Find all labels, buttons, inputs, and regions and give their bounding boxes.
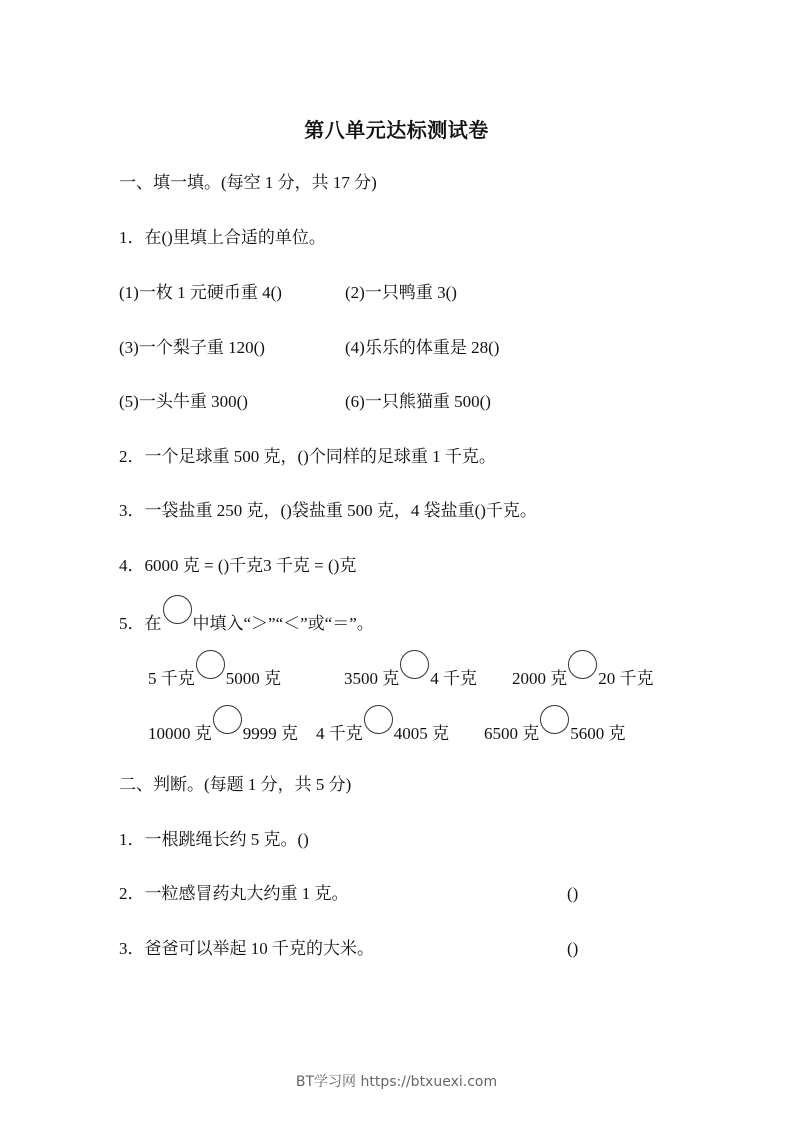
judge-answer-3[interactable]: () — [567, 939, 579, 958]
page-title: 第八单元达标测试卷 — [304, 118, 489, 142]
comparison-right: 9999 克 — [242, 724, 298, 743]
section1-heading: 一、填一填。(每空 1 分，共 17 分) — [119, 173, 377, 192]
comparison-right: 5600 克 — [570, 724, 626, 743]
q1-stem: 1．在()里填上合适的单位。 — [119, 228, 326, 247]
comparison-circle-input[interactable] — [540, 705, 569, 734]
comparison-circle-input[interactable] — [568, 650, 597, 679]
comparison-right: 5000 克 — [225, 669, 281, 688]
comparison-circle-input[interactable] — [196, 650, 225, 679]
comparison-circle-input[interactable] — [400, 650, 429, 679]
comparison-left: 2000 克 — [512, 669, 568, 688]
comparison-5 — [316, 723, 449, 745]
q5-stem — [119, 613, 374, 635]
judge-item-3: 3．爸爸可以举起 10 千克的大米。 — [119, 939, 374, 958]
comparison-left: 6500 克 — [484, 724, 540, 743]
q1-item-4: (4)乐乐的体重是 28() — [345, 338, 500, 357]
q1-row-1 — [119, 282, 282, 304]
footer-watermark: BT学习网 https://btxuexi.com — [295, 1074, 498, 1090]
comparison-circle-input[interactable] — [364, 705, 393, 734]
q5-stem-suffix: 中填入“＞”“＜”或“＝”。 — [192, 614, 374, 633]
q1-item-1: (1)一枚 1 元硬币重 4() — [119, 283, 282, 302]
comparison-right: 20 千克 — [598, 669, 654, 688]
q3: 3．一袋盐重 250 克，()袋盐重 500 克，4 袋盐重()千克。 — [119, 501, 537, 520]
q1-item-2: (2)一只鸭重 3() — [345, 283, 457, 302]
comparison-4 — [148, 723, 298, 745]
comparison-2 — [344, 668, 477, 690]
q5-stem-prefix: 5．在 — [119, 614, 162, 633]
comparison-left: 10000 克 — [148, 724, 212, 743]
q1-item-6: (6)一只熊猫重 500() — [345, 392, 491, 411]
judge-item-2: 2．一粒感冒药丸大约重 1 克。 — [119, 884, 349, 903]
comparison-left: 3500 克 — [344, 669, 400, 688]
comparison-left: 4 千克 — [316, 724, 363, 743]
circle-blank-icon — [163, 595, 192, 624]
section2-heading: 二、判断。(每题 1 分，共 5 分) — [119, 775, 352, 794]
judge-answer-2[interactable]: () — [567, 884, 579, 903]
q2: 2．一个足球重 500 克，()个同样的足球重 1 千克。 — [119, 447, 496, 466]
comparison-circle-input[interactable] — [213, 705, 242, 734]
comparison-right: 4005 克 — [393, 724, 449, 743]
comparison-6 — [484, 723, 626, 745]
judge-item-1: 1．一根跳绳长约 5 克。() — [119, 830, 309, 849]
comparison-3 — [512, 668, 654, 690]
comparison-1 — [148, 668, 281, 690]
comparison-left: 5 千克 — [148, 669, 195, 688]
q4: 4．6000 克 = ()千克3 千克 = ()克 — [119, 556, 357, 575]
comparison-right: 4 千克 — [430, 669, 477, 688]
q1-item-3: (3)一个梨子重 120() — [119, 338, 265, 357]
q1-item-5: (5)一头牛重 300() — [119, 392, 248, 411]
